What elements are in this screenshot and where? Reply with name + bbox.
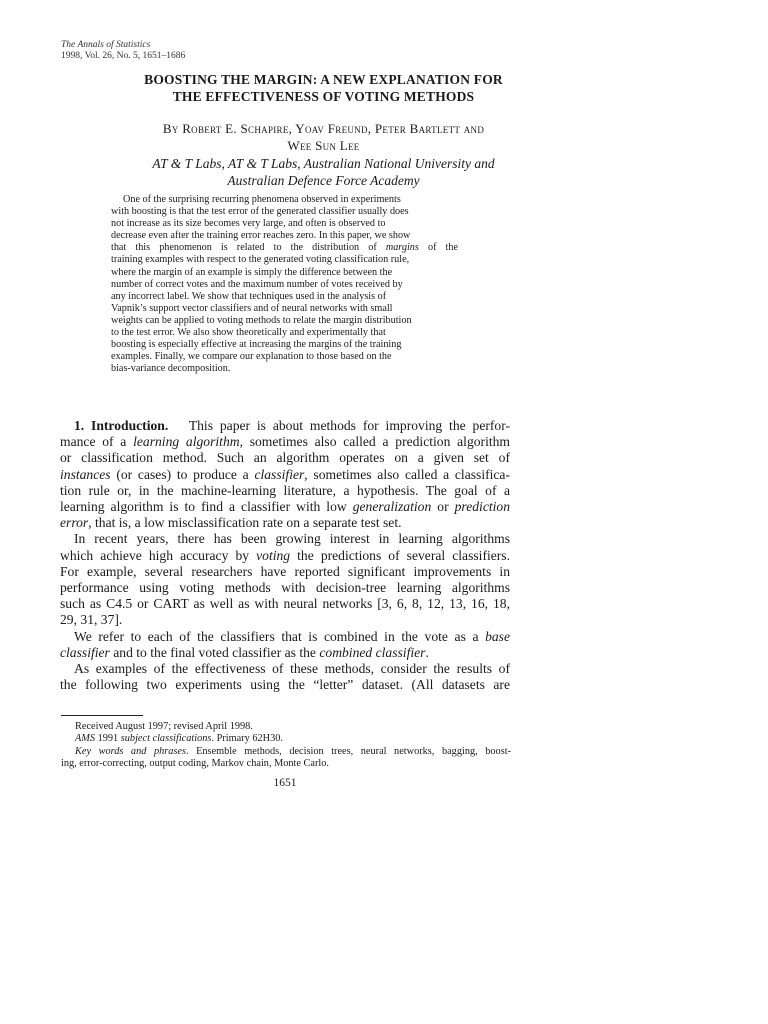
abstract-line: One of the surprising recurring phenomena observed in experiments (123, 194, 401, 205)
body-text: This paper is about methods for improving the perfor- (188, 418, 510, 433)
affiliation-line-2: Australian Defence Force Academy (227, 173, 420, 188)
abstract-line: examples. Finally, we compare our explanation to those based on the (111, 351, 392, 363)
subject-classifications-label: subject classifications (120, 733, 212, 745)
body-line: For example, several researchers have reported significant improvements in (60, 563, 510, 579)
body-line: 29, 31, 37]. (60, 612, 123, 628)
footnote-keywords (61, 746, 511, 758)
body-text: or (431, 499, 455, 515)
body-line: such as C4.5 or CART as well as with neural networks [3, 6, 8, 12, 13, 16, 18, (60, 596, 510, 612)
body-line: the following two experiments using the “letter” dataset. (All datasets are (60, 677, 510, 693)
body-text: the predictions of several classifiers. (290, 547, 510, 563)
footnote-keywords-cont: ing, error-correcting, output coding, Markov chain, Monte Carlo. (61, 758, 330, 770)
body-line: tion rule or, in the machine-learning literature, a hypothesis. The goal of a (60, 482, 510, 498)
abstract-line: weights can be applied to voting methods to relate the margin distribution (111, 314, 412, 326)
body-line (60, 629, 510, 645)
authors-line-1: By Robert E. Schapire, Yoav Freund, Peter Bartlett and (162, 121, 485, 136)
title-line-2: THE EFFECTIVENESS OF VOTING METHODS (172, 89, 475, 104)
body-line (60, 467, 510, 483)
body-line (60, 418, 510, 434)
abstract-line: training examples with respect to the generated voting classification rule, (111, 254, 410, 266)
keywords-label: Key words and phrases (75, 745, 186, 757)
abstract-line: decrease even after the training error reaches zero. In this paper, we show (111, 230, 411, 242)
section-heading: 1. Introduction. (74, 418, 169, 433)
body-line: As examples of the effectiveness of these methods, consider the results of (74, 661, 510, 677)
abstract-line: Vapnik’s support vector classifiers and of neural networks with small (111, 302, 393, 314)
ams-label: AMS (75, 733, 96, 745)
term-classifier-2: classifier (60, 644, 110, 660)
affiliation-line-1: AT & T Labs, AT & T Labs, Australian National University and (152, 156, 495, 171)
body-text: , sometimes also called a prediction algorithm (239, 434, 510, 450)
body-text: , that is, a low misclassification rate on a separate test set. (88, 515, 402, 531)
footnote-received: Received August 1997; revised April 1998. (75, 721, 253, 732)
term-prediction: prediction (454, 499, 510, 515)
body-line (60, 515, 510, 531)
body-line (60, 434, 510, 450)
abstract-line: bias-variance decomposition. (111, 363, 231, 375)
page-number: 1651 (273, 777, 297, 789)
abstract-line: any incorrect label. We show that techniques used in the analysis of (111, 290, 387, 302)
term-combined-classifier: combined classifier (319, 644, 426, 660)
body-text: , sometimes also called a classifica- (304, 466, 510, 482)
body-text: learning algorithm is to find a classifier with low (60, 499, 353, 515)
body-line: In recent years, there has been growing interest in learning algorithms (74, 531, 510, 547)
abstract-line: where the margin of an example is simply the difference between the (111, 266, 393, 278)
body-text: and to the final voted classifier as the (109, 644, 320, 660)
abstract-line: not increase as its size becomes very large, and often is observed to (111, 218, 386, 230)
abstract-line: boosting is especially effective at increasing the margins of the training (111, 339, 402, 351)
body-line (60, 645, 510, 661)
journal-header (61, 40, 185, 62)
journal-volume: 1998, Vol. 26, No. 5, 1651–1686 (61, 51, 186, 61)
introduction-section (60, 418, 510, 693)
body-text: We refer to each of the classifiers that is combined in the vote as a (74, 628, 486, 644)
footnote-rule (61, 715, 143, 716)
author-list (60, 120, 587, 154)
term-instances: instances (60, 466, 111, 482)
footnote-text: . Ensemble methods, decision trees, neural networks, bagging, boost- (185, 745, 511, 757)
abstract (111, 194, 458, 375)
body-text: . (425, 644, 429, 660)
abstract-line (111, 242, 458, 254)
abstract-line: number of correct votes and the maximum number of votes received by (111, 278, 403, 290)
title-line-1: BOOSTING THE MARGIN: A NEW EXPLANATION FOR (144, 72, 503, 87)
body-line (60, 548, 510, 564)
term-classifier: classifier (254, 466, 305, 482)
term-generalization: generalization (352, 499, 432, 515)
journal-name: The Annals of Statistics (61, 40, 151, 50)
footnote-ams (61, 733, 511, 745)
body-line: performance using voting methods with decision-tree learning algorithms (60, 580, 510, 596)
footnote-text: . Primary 62H30. (211, 733, 283, 745)
abstract-line: to the test error. We also show theoretically and experimentally that (111, 327, 386, 339)
term-base: base (485, 628, 510, 644)
term-error: error (60, 515, 89, 531)
footnote-text: 1991 (95, 733, 121, 745)
abstract-line: with boosting is that the test error of the generated classifier usually does (111, 206, 409, 218)
term-learning-algorithm: learning algorithm (133, 434, 240, 450)
body-line: or classification method. Such an algorithm operates on a given set of (60, 450, 510, 466)
body-line (60, 499, 510, 515)
footnotes (61, 721, 511, 771)
body-text: which achieve high accuracy by (60, 547, 257, 563)
term-voting: voting (256, 547, 291, 563)
body-text: (or cases) to produce a (110, 466, 255, 482)
abstract-text: of the (418, 242, 459, 254)
paper-title (60, 71, 587, 105)
body-text: mance of a (60, 434, 134, 450)
abstract-term-margins: margins (385, 242, 419, 254)
abstract-text: that this phenomenon is related to the distribution of (111, 242, 377, 254)
affiliations (60, 155, 587, 189)
authors-line-2: Wee Sun Lee (287, 138, 360, 153)
